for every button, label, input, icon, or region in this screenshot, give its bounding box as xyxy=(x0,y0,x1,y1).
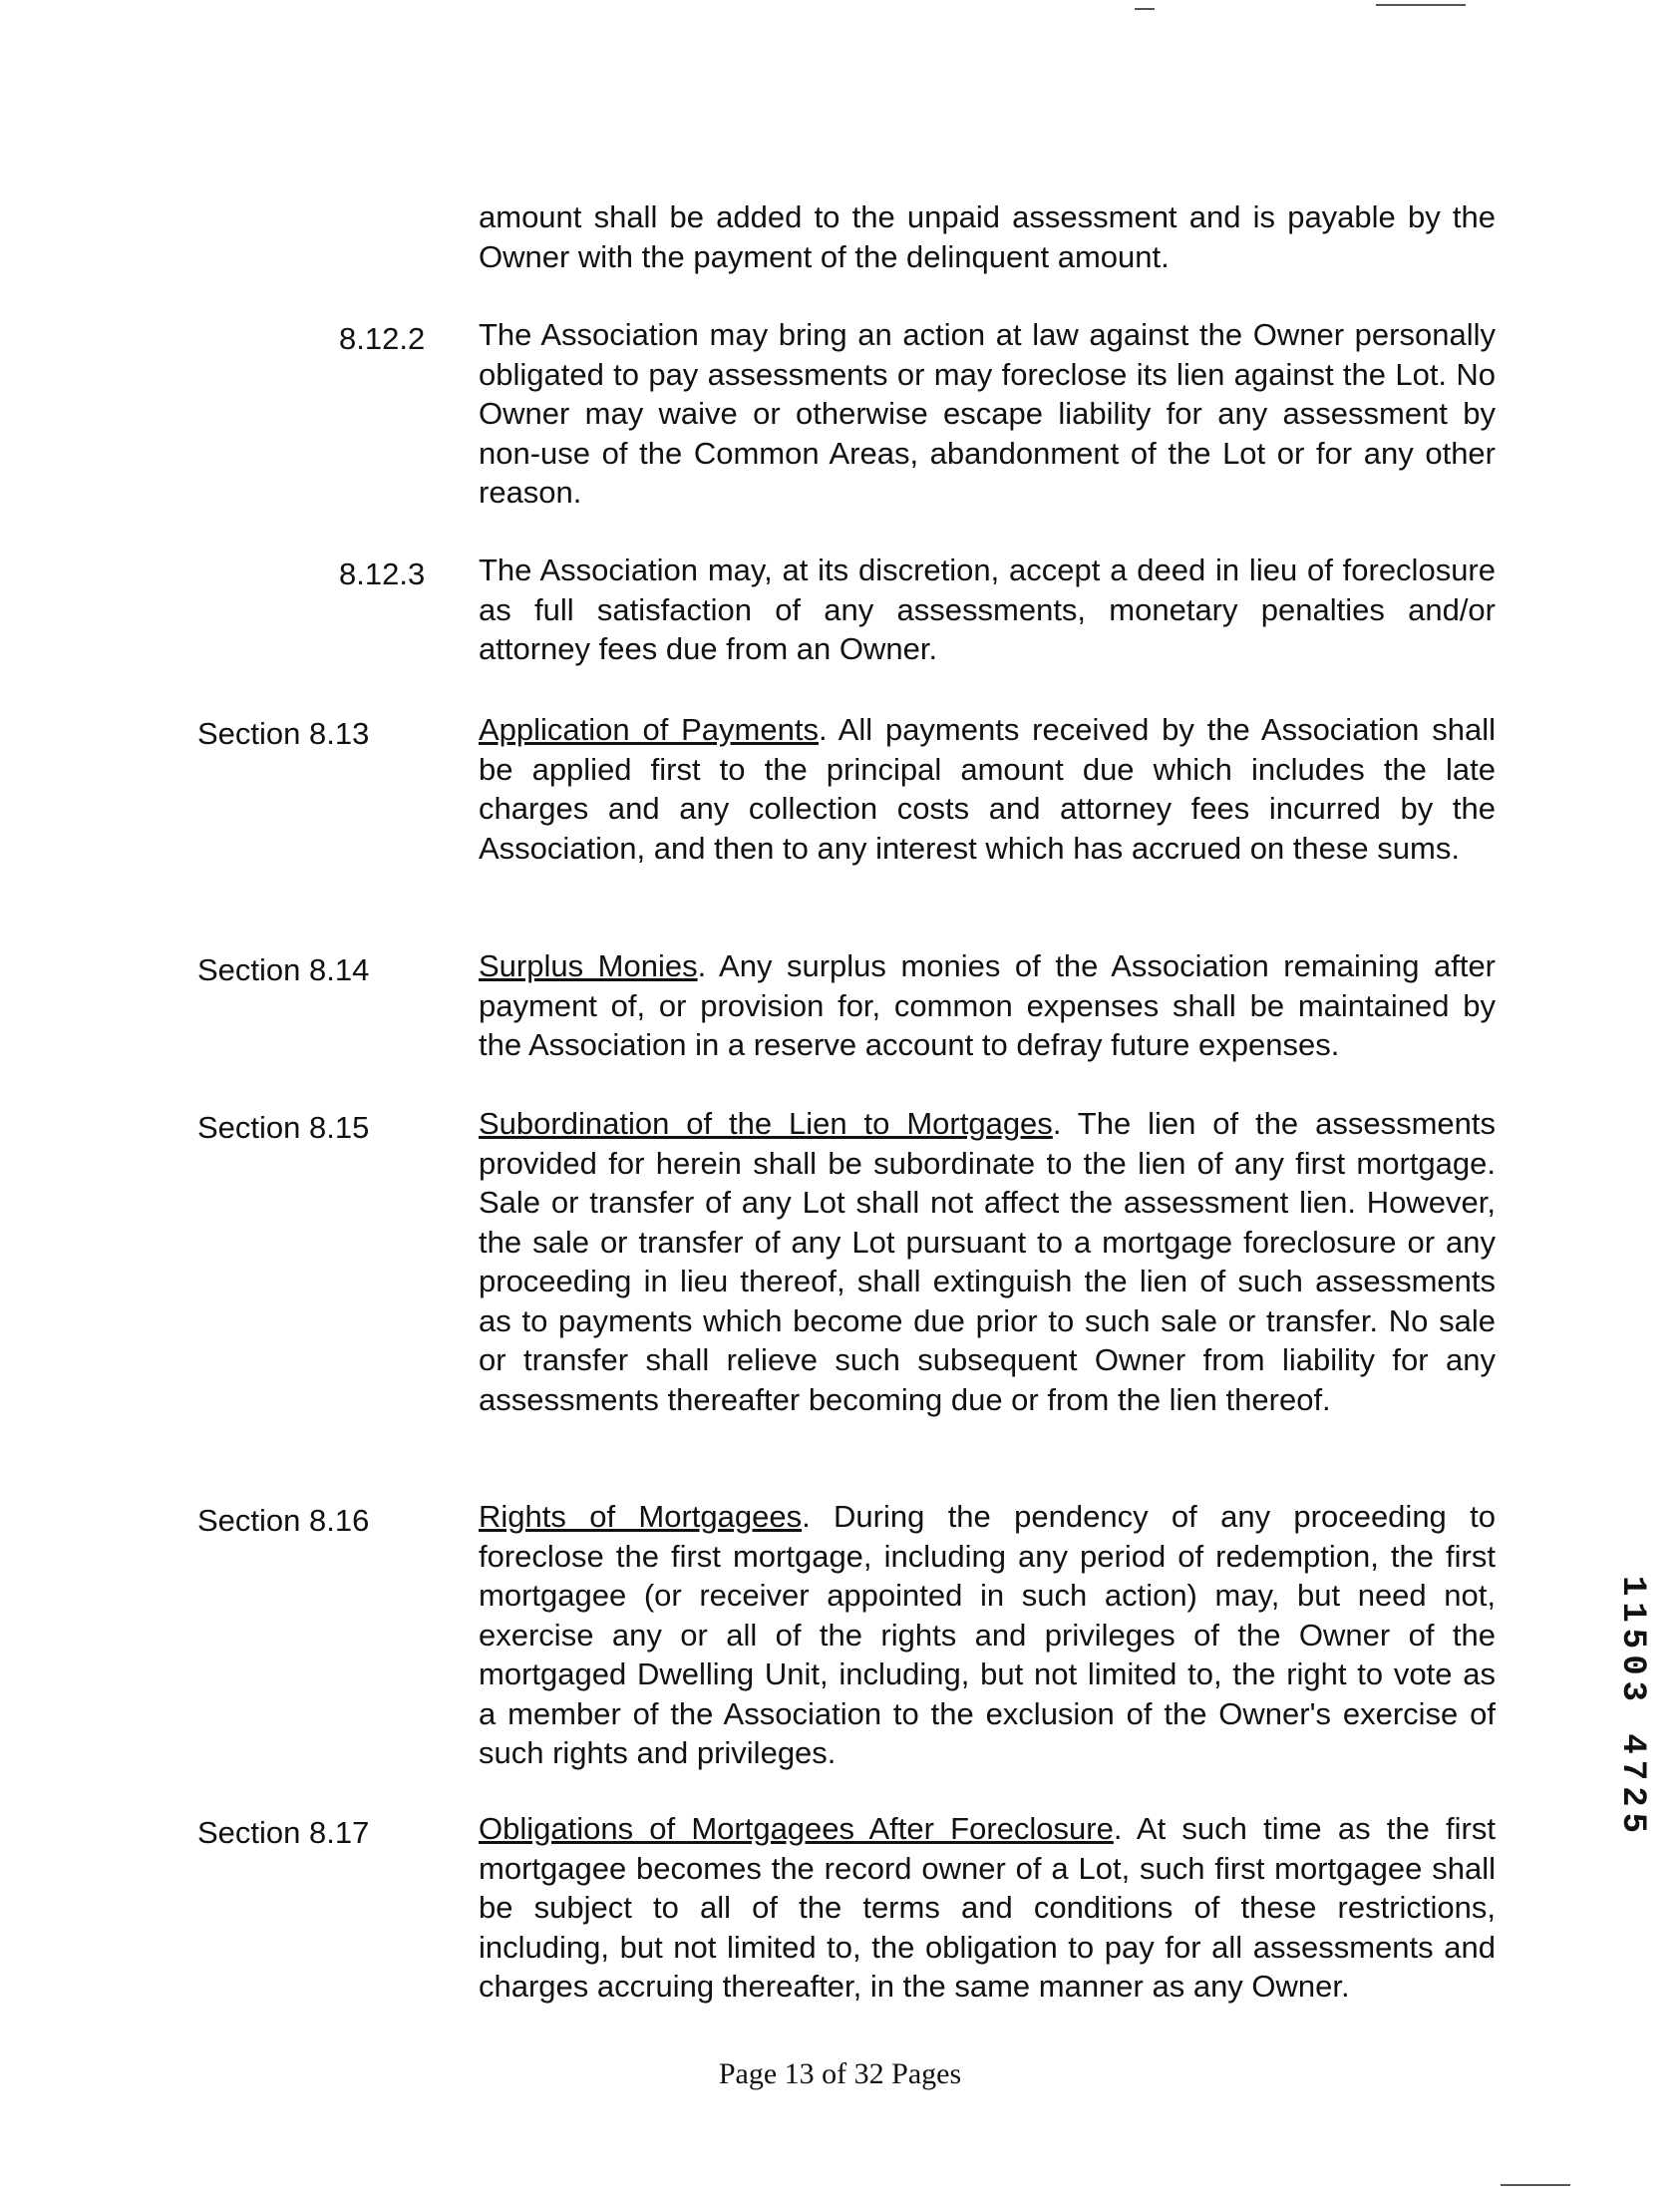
subsection-text: The Association may bring an action at law against the Owner personally obligated to pay assessments or may foreclose its lien against the Lot. No Owner may waive or otherwise escape liability for any assessment by non-use of the Common Areas, abandonment of the Lot or for any other reason. xyxy=(479,317,1496,510)
page-footer: Page 13 of 32 Pages xyxy=(718,2057,962,2090)
section-paragraph xyxy=(479,710,1496,868)
scan-mark xyxy=(1135,8,1155,10)
section-paragraph xyxy=(479,1809,1496,2007)
section-heading: Application of Payments xyxy=(479,712,819,747)
subsection-label: 8.12.3 xyxy=(339,556,426,591)
section-label: Section 8.13 xyxy=(197,716,370,751)
section-heading: Obligations of Mortgagees After Foreclosure xyxy=(479,1811,1114,1846)
section-heading: Subordination of the Lien to Mortgages xyxy=(479,1106,1053,1141)
section-text: . The lien of the assessments provided for herein shall be subordinate to the lien of any first mortgage. Sale or transfer of any Lot shall not affect the assessment lien. However, the sale or transfer of any Lot pursuant to a mortgage foreclosure or any proceeding in lieu thereof, shall extinguish the lien of such assessments as to payments which become due prior to such sale or transfer. No sale or transfer shall relieve such subsequent Owner from liability for any assessments thereafter becoming due or from the lien thereof. xyxy=(479,1106,1496,1417)
section-text: . At such time as the first mortgagee becomes the record owner of a Lot, such first mortgagee shall be subject to all of the terms and conditions of these restrictions, including, but not limited to, the obligation to pay for all assessments and charges accruing thereafter, in the same manner as any Owner. xyxy=(479,1811,1496,2004)
section-text: . Any surplus monies of the Association remaining after payment of, or provision for, common expenses shall be maintained by the Association in a reserve account to defray future expenses. xyxy=(479,948,1497,1062)
section-label: Section 8.14 xyxy=(197,952,370,987)
scan-mark xyxy=(1376,4,1466,6)
section-paragraph xyxy=(479,1104,1496,1419)
scan-mark xyxy=(1501,2184,1570,2186)
subsection-label: 8.12.2 xyxy=(339,321,426,356)
section-paragraph xyxy=(479,946,1496,1065)
section-label: Section 8.16 xyxy=(197,1503,370,1538)
section-label: Section 8.17 xyxy=(197,1815,370,1850)
section-text: . During the pendency of any proceeding to foreclose the first mortgage, including any period of redemption, the first mortgagee (or receiver appointed in such action) may, but need not, exercise any or all of the rights and privileges of the Owner of the mortgaged Dwelling Unit, including, but not limited to, the right to vote as a member of the Association to the exclusion of the Owner's exercise of such rights and privileges. xyxy=(479,1499,1496,1770)
section-label: Section 8.15 xyxy=(197,1110,370,1145)
subsection-text: The Association may, at its discretion, accept a deed in lieu of foreclosure as full satisfaction of any assessments, monetary penalties and/or attorney fees due from an Owner. xyxy=(479,552,1496,666)
side-stamp: 11503 4725 xyxy=(1613,1576,1651,1840)
section-heading: Surplus Monies xyxy=(479,948,698,983)
section-text: . All payments received by the Association shall be applied first to the principal amount due which includes the late charges and any collection costs and attorney fees incurred by the Association, and then to any interest which has accrued on these sums. xyxy=(479,712,1496,866)
section-heading: Rights of Mortgagees xyxy=(479,1499,803,1534)
section-paragraph xyxy=(479,1497,1496,1773)
continuation-paragraph: amount shall be added to the unpaid assessment and is payable by the Owner with the payment of the delinquent amount. xyxy=(479,199,1496,274)
